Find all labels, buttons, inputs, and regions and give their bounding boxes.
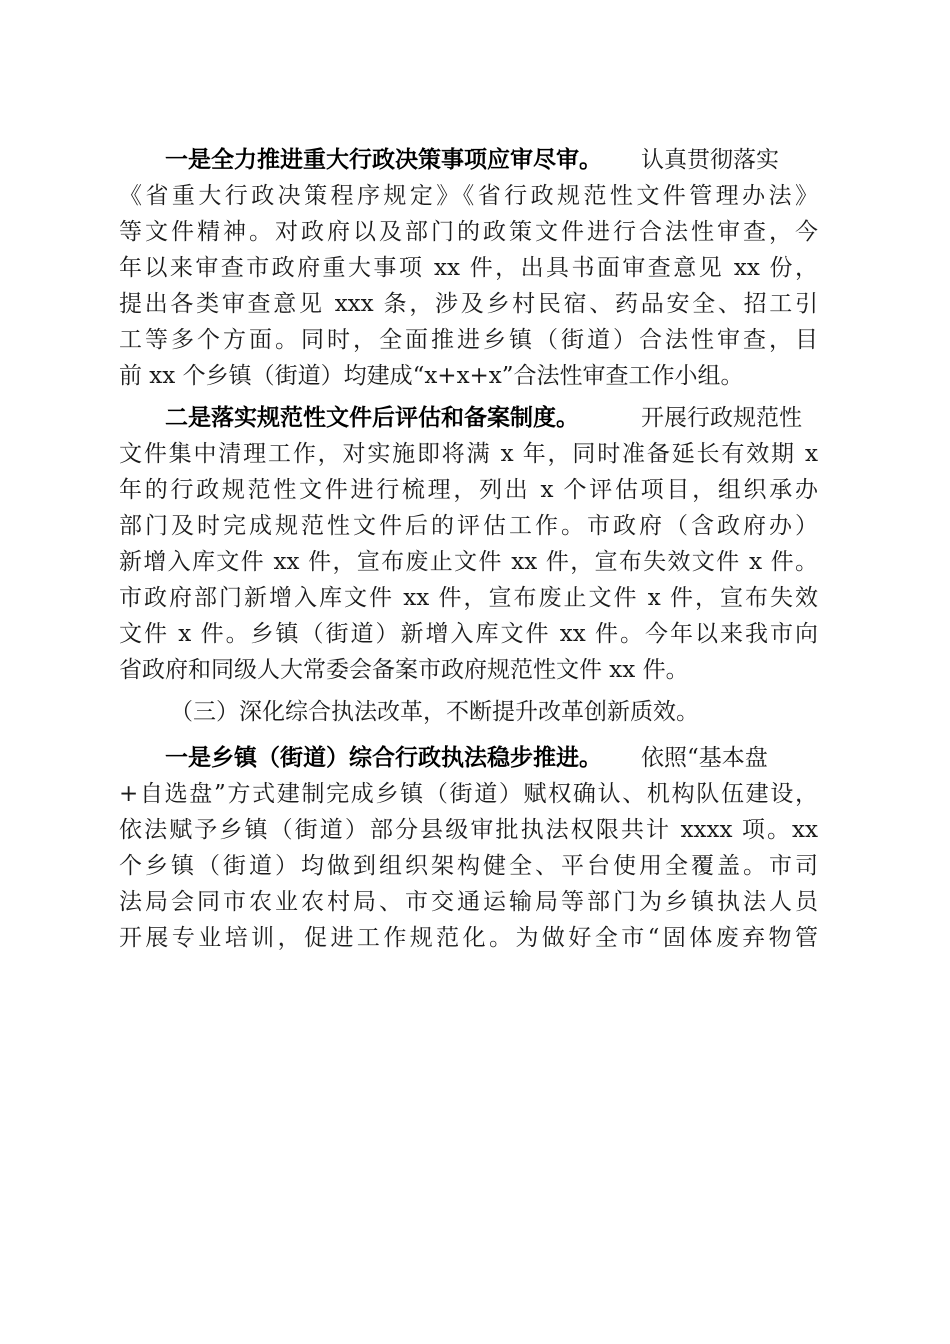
paragraph-1-line-6 — [0, 322, 950, 358]
paragraph-2-text: 省政府和同级人大常委会备案市政府规范性文件 xx 件。 — [119, 657, 689, 683]
paragraph-1-lead: 一是全力推进重大行政决策事项应审尽审。 — [165, 146, 602, 173]
paragraph-3-text: +自选盘”方式建制完成乡镇（街道）赋权确认、机构队伍建设， — [119, 781, 818, 807]
paragraph-1-line-4 — [0, 250, 950, 286]
paragraph-2-text: 年的行政规范性文件进行梳理，列出 x 个评估项目，组织承办 — [119, 477, 818, 503]
paragraph-1-text: 认真贯彻落实 — [641, 147, 779, 173]
paragraph-1-line-3 — [0, 214, 950, 250]
paragraph-2-line-6 — [0, 580, 950, 616]
paragraph-1-line-1 — [0, 142, 950, 178]
paragraph-3-text: 依法赋予乡镇（街道）部分县级审批执法权限共计 xxxx 项。xx — [119, 817, 818, 843]
paragraph-1-text: 等文件精神。对政府以及部门的政策文件进行合法性审查，今 — [119, 219, 818, 245]
paragraph-2-text: 市政府部门新增入库文件 xx 件，宣布废止文件 x 件，宣布失效 — [119, 585, 818, 611]
paragraph-2-text: 新增入库文件 xx 件，宣布废止文件 xx 件，宣布失效文件 x 件。 — [119, 549, 818, 575]
section-heading-line — [0, 694, 950, 730]
paragraph-2-lead: 二是落实规范性文件后评估和备案制度。 — [165, 404, 579, 431]
paragraph-3-text: 依照“基本盘 — [641, 745, 768, 771]
paragraph-1-line-7 — [0, 358, 950, 394]
paragraph-2-line-8 — [0, 652, 950, 688]
paragraph-3-line-2 — [0, 776, 950, 812]
paragraph-1-text: 工等多个方面。同时，全面推进乡镇（街道）合法性审查，目 — [119, 327, 818, 353]
paragraph-3-text: 开展专业培训，促进工作规范化。为做好全市“固体废弃物管 — [119, 925, 818, 951]
paragraph-1-text: 前 xx 个乡镇（街道）均建成“x+x+x”合法性审查工作小组。 — [119, 363, 744, 389]
paragraph-3-line-4 — [0, 848, 950, 884]
paragraph-1-text: 年以来审查市政府重大事项 xx 件，出具书面审查意见 xx 份， — [119, 255, 818, 281]
paragraph-2-text: 开展行政规范性 — [641, 405, 802, 431]
paragraph-1-text: 提出各类审查意见 xxx 条，涉及乡村民宿、药品安全、招工引 — [119, 291, 818, 317]
section-heading: （三）深化综合执法改革，不断提升改革创新质效。 — [170, 699, 699, 725]
paragraph-3-lead: 一是乡镇（街道）综合行政执法稳步推进。 — [165, 744, 602, 771]
paragraph-2-line-4 — [0, 508, 950, 544]
paragraph-3-line-6 — [0, 920, 950, 956]
paragraph-2-line-2 — [0, 436, 950, 472]
paragraph-1-text: 《省重大行政决策程序规定》《省行政规范性文件管理办法》 — [119, 183, 818, 209]
paragraph-2-line-3 — [0, 472, 950, 508]
paragraph-2-text: 部门及时完成规范性文件后的评估工作。市政府（含政府办） — [119, 513, 818, 539]
paragraph-1-line-5 — [0, 286, 950, 322]
paragraph-2-line-7 — [0, 616, 950, 652]
paragraph-2-line-1 — [0, 400, 950, 436]
paragraph-3-text: 法局会同市农业农村局、市交通运输局等部门为乡镇执法人员 — [119, 889, 818, 915]
paragraph-3-text: 个乡镇（街道）均做到组织架构健全、平台使用全覆盖。市司 — [119, 853, 818, 879]
paragraph-2-text: 文件集中清理工作，对实施即将满 x 年，同时准备延长有效期 x — [119, 441, 818, 467]
paragraph-2-text: 文件 x 件。乡镇（街道）新增入库文件 xx 件。今年以来我市向 — [119, 621, 818, 647]
paragraph-3-line-1 — [0, 740, 950, 776]
paragraph-1-line-2 — [0, 178, 950, 214]
paragraph-3-line-3 — [0, 812, 950, 848]
paragraph-3-line-5 — [0, 884, 950, 920]
paragraph-2-line-5 — [0, 544, 950, 580]
